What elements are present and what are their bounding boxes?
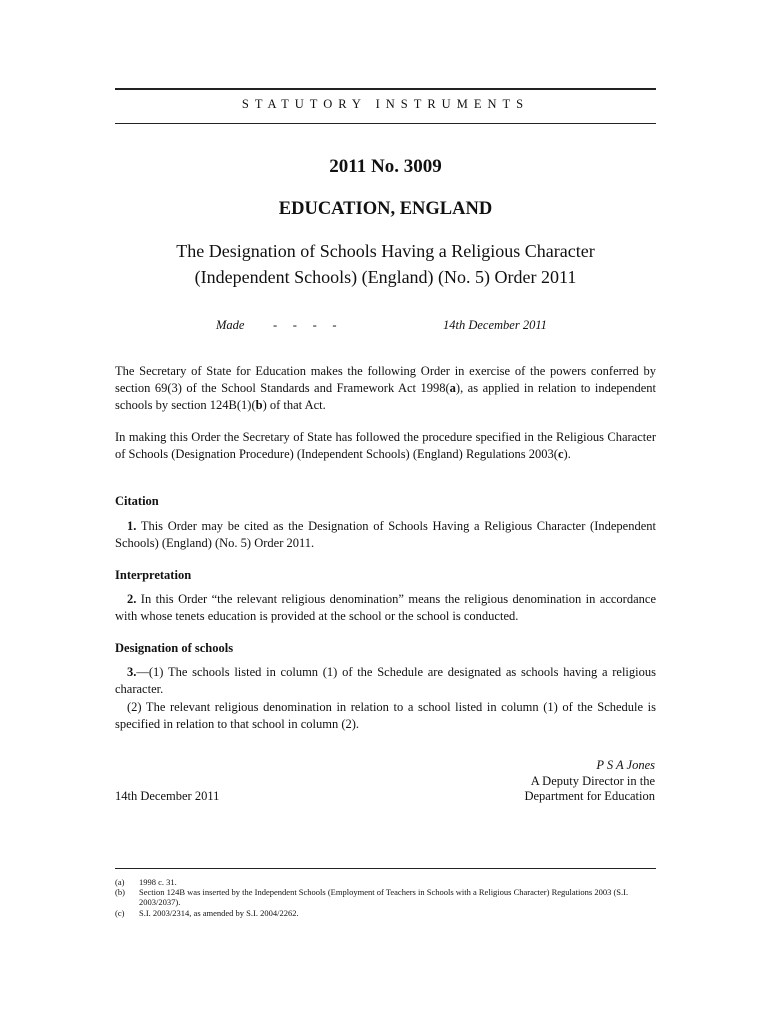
instrument-subject: EDUCATION, ENGLAND (278, 199, 493, 219)
footnote-ref-c[interactable]: c (557, 447, 564, 461)
signatory-role-line-2: Department for Education (524, 789, 655, 803)
footnote-rule (115, 868, 656, 869)
article-3-1: 3.—(1) The schools listed in column (1) of the Schedule are designated as schools having a religious character. (115, 665, 656, 696)
made-dashes: - - - - (273, 318, 337, 332)
signature-date: 14th December 2011 (115, 789, 220, 803)
footnote-mark: (b) (115, 887, 125, 897)
heading-citation: Citation (115, 494, 159, 508)
footnote-mark: (a) (115, 877, 125, 887)
made-label: Made (216, 318, 245, 332)
article-number: 2. (127, 592, 137, 606)
preamble-paragraph-1: The Secretary of State for Education makes the following Order in exercise of the powers conferred by section 69(3) of the School Standards and Framework Act 1998(a), as applied in relation to independent schools by section 124B(1)(b) of that Act. (115, 364, 656, 412)
title-line-1: The Designation of Schools Having a Religious Character (176, 241, 595, 261)
footnote-c (115, 908, 656, 918)
series-header: STATUTORY INSTRUMENTS (241, 97, 530, 111)
footnote-text: S.I. 2003/2314, as amended by S.I. 2004/2262. (139, 908, 299, 918)
footnote-text: 1998 c. 31. (139, 877, 177, 887)
preamble-paragraph-2: In making this Order the Secretary of State has followed the procedure specified in the Religious Character of Schools (Designation Procedure) (Independent Schools) (England) Regulations 2003(c). (115, 430, 656, 461)
instrument-number: 2011 No. 3009 (329, 156, 442, 177)
footnote-text: Section 124B was inserted by the Independent Schools (Employment of Teachers in Schools with a Religious Character) Regulations 2003 (S.I. 2003/2037). (139, 887, 629, 907)
heading-interpretation: Interpretation (115, 568, 192, 582)
footnote-a (115, 877, 656, 887)
footnote-mark: (c) (115, 908, 125, 918)
article-2: 2. In this Order “the relevant religious denomination” means the religious denomination in accordance with whose tenets education is provided at the school or the school is conducted. (115, 592, 656, 623)
header-top-rule (115, 88, 656, 90)
made-date: 14th December 2011 (443, 318, 547, 332)
title-line-2: (Independent Schools) (England) (No. 5) Order 2011 (194, 267, 577, 287)
article-3-2: (2) The relevant religious denomination in relation to a school listed in column (1) of the Schedule is specified in relation to that school in column (2). (115, 700, 656, 731)
footnote-ref-b[interactable]: b (255, 398, 263, 412)
article-number: 3. (127, 665, 137, 679)
instrument-title (115, 238, 656, 290)
header-bottom-rule (115, 123, 656, 124)
footnote-b (115, 887, 656, 907)
signatory-name: P S A Jones (596, 758, 655, 772)
article-1: 1. This Order may be cited as the Designation of Schools Having a Religious Character (Independent Schools) (England) (No. 5) Order 2011. (115, 519, 656, 550)
article-number: 1. (127, 519, 137, 533)
footnote-ref-a[interactable]: a (449, 381, 456, 395)
signatory-role-line-1: A Deputy Director in the (530, 774, 655, 788)
heading-designation: Designation of schools (115, 641, 234, 655)
